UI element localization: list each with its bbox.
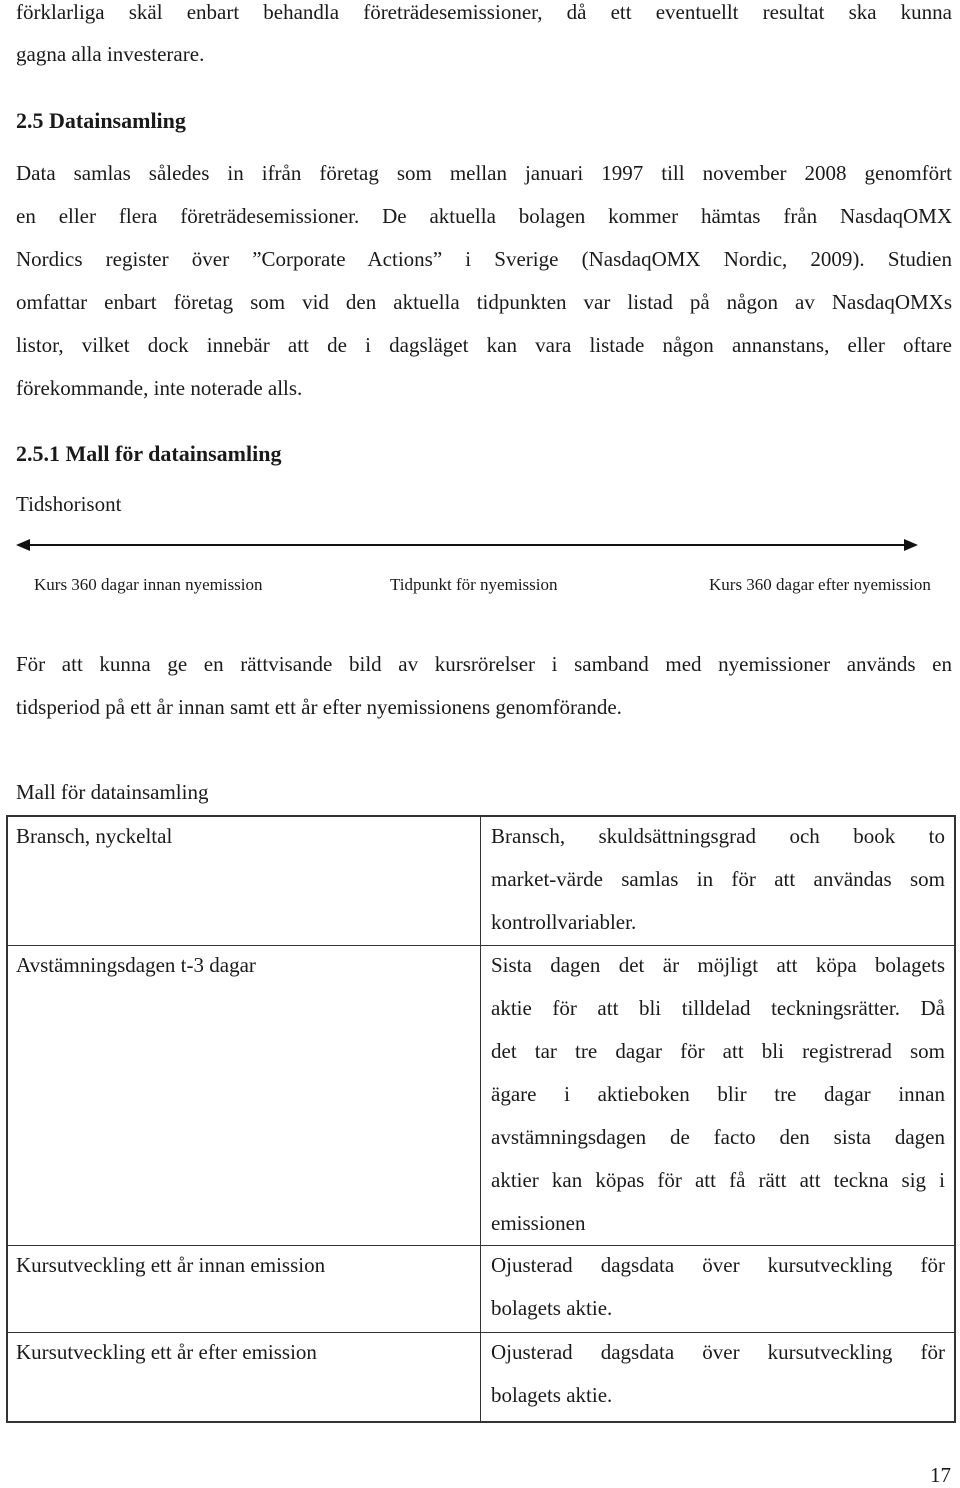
body-text-line: Nordics register över ”Corporate Actions” i Sverige (NasdaqOMX Nordic, 2009). Studien [16,247,952,271]
table-cell-left: Kursutveckling ett år efter emission [16,1340,317,1364]
body-text-line: förklarliga skäl enbart behandla företrädesemissioner, då ett eventuellt resultat ska kunna [16,0,952,24]
table-cell-right [491,815,945,944]
table-cell-line: kontrollvariabler. [491,910,637,934]
table-cell-line: Ojusterad dagsdata över kursutveckling för [491,1340,945,1364]
body-text-line: omfattar enbart företag som vid den aktuella tidpunkten var listad på någon av NasdaqOMXs [16,290,952,314]
table-cell-right [491,1331,945,1417]
body-text-line: en eller flera företrädesemissioner. De aktuella bolagen kommer hämtas från NasdaqOMX [16,204,952,228]
section-heading: 2.5 Datainsamling [16,108,186,133]
table-cell-line: Sista dagen det är möjligt att köpa bolagets [491,953,945,977]
table-cell-right [491,944,945,1245]
body-text-line: För att kunna ge en rättvisande bild av kursrörelser i samband med nyemissioner används en [16,652,952,676]
table-cell-right [491,1244,945,1330]
table-cell-line: market-värde samlas in för att användas som [491,867,945,891]
table-cell-line: bolagets aktie. [491,1296,613,1320]
timeline-title: Tidshorisont [16,492,122,516]
table-border-left [6,815,8,1423]
table-cell-line: Ojusterad dagsdata över kursutveckling för [491,1253,945,1277]
table-cell-line: Bransch, skuldsättningsgrad och book to [491,824,945,848]
body-text-line: listor, vilket dock innebär att de i dagsläget kan vara listade någon annanstans, eller oftare [16,333,952,357]
timeline-label-issue: Tidpunkt för nyemission [390,575,558,594]
table-cell-line: aktier kan köpas för att få rätt att teckna sig i [491,1168,945,1192]
timeline-arrow [14,534,920,556]
timeline-label-after: Kurs 360 dagar efter nyemission [709,575,931,594]
subsection-heading: 2.5.1 Mall för datainsamling [16,441,282,466]
body-text-line: tidsperiod på ett år innan samt ett år efter nyemissionens genomförande. [16,695,622,719]
table-cell-line: aktie för att bli tilldelad teckningsrätter. Då [491,996,945,1020]
page-number: 17 [930,1463,951,1487]
table-title: Mall för datainsamling [16,780,209,804]
table-cell-left: Kursutveckling ett år innan emission [16,1253,326,1277]
timeline-label-before: Kurs 360 dagar innan nyemission [34,575,263,594]
body-text-line: förekommande, inte noterade alls. [16,376,303,400]
table-cell-line: avstämningsdagen de facto den sista dagen [491,1125,945,1149]
table-cell-line: bolagets aktie. [491,1383,613,1407]
table-border-right [954,815,956,1423]
body-text-line: gagna alla investerare. [16,42,205,66]
table-border-bottom [6,1421,956,1423]
table-cell-left: Avstämningsdagen t-3 dagar [16,953,256,977]
table-column-divider [480,815,481,1423]
table-cell-line: emissionen [491,1211,586,1235]
body-text-line: Data samlas således in ifrån företag som mellan januari 1997 till november 2008 genomfört [16,161,952,185]
table-cell-line: ägare i aktieboken blir tre dagar innan [491,1082,945,1106]
table-cell-left: Bransch, nyckeltal [16,824,173,848]
table-cell-line: det tar tre dagar för att bli registrerad som [491,1039,945,1063]
